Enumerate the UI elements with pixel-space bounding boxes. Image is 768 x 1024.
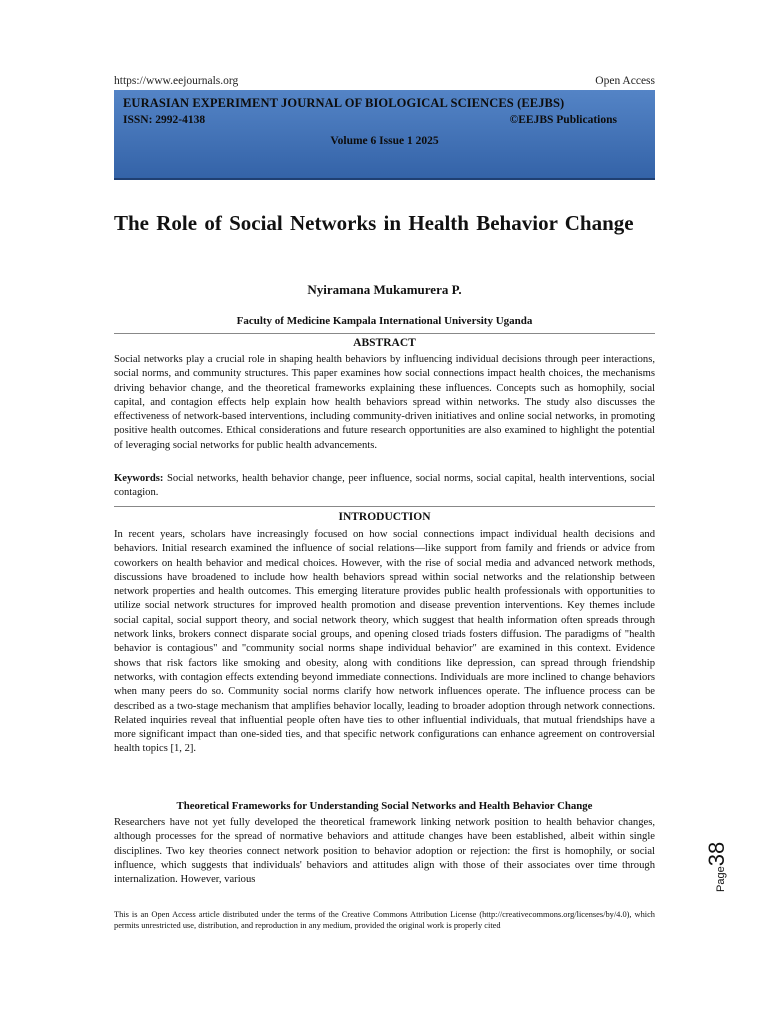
journal-banner (114, 90, 655, 180)
journal-url[interactable]: https://www.eejournals.org (114, 75, 239, 87)
issn: ISSN: 2992-4138 (123, 114, 206, 126)
article-title: The Role of Social Networks in Health Behavior Change (114, 211, 634, 235)
journal-name: EURASIAN EXPERIMENT JOURNAL OF BIOLOGICAL SCIENCES (EEJBS) (123, 96, 565, 110)
page-label: Page (715, 866, 727, 892)
open-access-label: Open Access (595, 75, 655, 87)
frameworks-text: Researchers have not yet fully developed the theoretical framework linking network position to health behavior changes, although processes for the spread of normative behaviors and attitude changes have been established, albeit within single disciplines. Two key theories connect network position to behavior adoption or rejection: the first is homophily, or social influence, which suggests that individuals' behaviors and attitudes align with those of their associates over time through internalization. However, various (114, 817, 655, 886)
introduction-text: In recent years, scholars have increasingly focused on how social connections impact individual health decisions and behaviors. Initial research examined the influence of social relations—like support from family and friends or advice from coworkers on health behavior and medical choices. However, with the rise of social media and advanced network methods, discussions have broadened to include how health behaviors spread within social networks and the relationship between network properties and health outcomes. This emerging literature provides public health professionals with opportunities to utilize social network structures for improved health promotion and disease prevention interventions. Key themes include social capital, social support theory, and social network theory, which suggest that health information often spreads through network links, brokers connect disparate social groups, and opening closed triads fosters diffusion. The paradigms of "health behavior is contagious" and "community social norms shape individual behavior" are examined in this context. Evidence shows that risk factors like smoking and obesity, along with conditions like depression, can spread through friendship networks, with contagion effects extending beyond immediate connections. Individuals are more inclined to change behaviors when many peers do so. Community social norms clarify how network influences operate. The influence process can be described as a two-stage mechanism that amplifies behavior locally, leading to broader adoption through network connections. Related inquiries reveal that influential people often have ties to other influential individuals, that mutual friendships have a more significant impact than one-sided ties, and that specific network configurations can enhance agreement on controversial health topics [1, 2]. (114, 529, 655, 755)
introduction-heading: INTRODUCTION (338, 511, 431, 523)
keywords-list: Social networks, health behavior change, peer influence, social norms, social capital, health interventions, social contagion. (114, 473, 656, 499)
page-number (690, 836, 750, 896)
author: Nyiramana Mukamurera P. (307, 282, 462, 297)
affiliation: Faculty of Medicine Kampala International University Uganda (236, 315, 533, 327)
volume-issue: Volume 6 Issue 1 2025 (330, 135, 439, 147)
keywords (114, 472, 655, 501)
keywords-label: Keywords: (114, 473, 164, 484)
divider (114, 506, 655, 507)
page-number-value: 38 (704, 841, 729, 867)
abstract-heading: ABSTRACT (353, 337, 416, 349)
divider (114, 333, 655, 334)
license-footer: This is an Open Access article distributed under the terms of the Creative Commons Attribution License (http://creativecommons.org/licenses/by/4.0), which permits unrestricted use, distribution, and reproduction in any medium, provided the original work is properly cited (114, 910, 655, 931)
frameworks-heading: Theoretical Frameworks for Understanding Social Networks and Health Behavior Change (176, 800, 593, 812)
publisher: ©EEJBS Publications (509, 114, 617, 126)
abstract-text: Social networks play a crucial role in shaping health behaviors by influencing individual decisions through peer interactions, social norms, and community structures. This paper examines how social connections impact health choices, the mechanisms driving behavior change, and the theoretical frameworks explaining these influences. Concepts such as homophily, social capital, and contagion effects help explain how health behaviors spread within networks. The study also discusses the effectiveness of network-based interventions, including community-driven initiatives and online social networks, in promoting positive health outcomes. Ethical considerations and future research opportunities are also examined to highlight the potential of leveraging social networks for public health advancements. (114, 354, 655, 451)
